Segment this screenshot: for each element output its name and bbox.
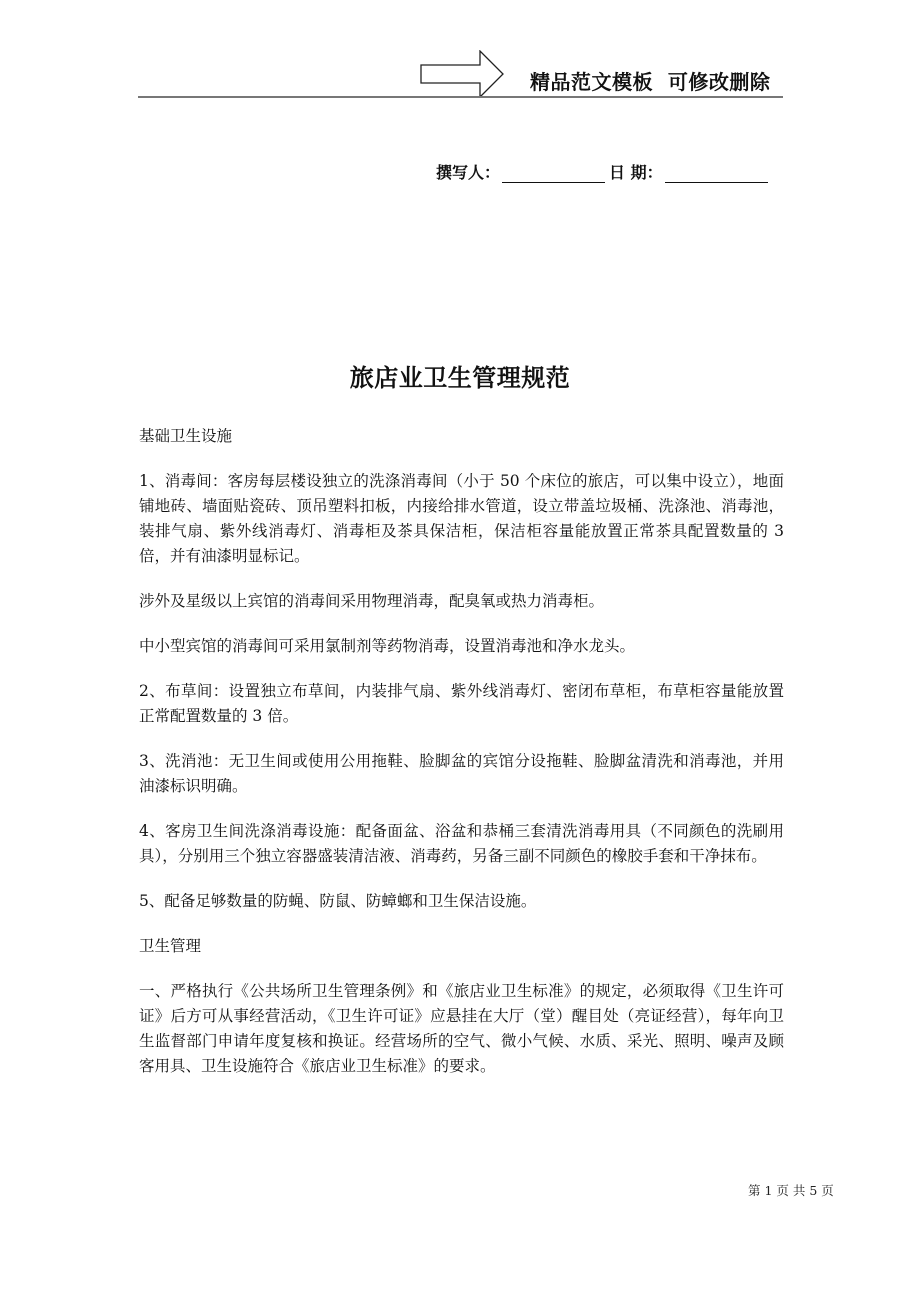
page-indicator: 第 1 页 共 5 页 (748, 1183, 834, 1198)
paragraph-wash-basin: 3、洗消池：无卫生间或使用公用拖鞋、脸脚盆的宾馆分设拖鞋、脸脚盆清洗和消毒池，并用油漆标识明确。 (139, 752, 784, 795)
author-field[interactable] (502, 164, 605, 183)
section-heading-facilities: 基础卫生设施 (139, 427, 233, 445)
date-field[interactable] (665, 164, 768, 183)
paragraph-linen-room: 2、布草间：设置独立布草间，内装排气扇、紫外线消毒灯、密闭布草柜，布草柜容量能放置正常配置数量的 3 倍。 (139, 682, 784, 725)
paragraph-small-hotels: 中小型宾馆的消毒间可采用氯制剂等药物消毒，设置消毒池和净水龙头。 (139, 637, 636, 655)
date-label: 日 期： (609, 163, 663, 182)
header-title: 精品范文模板 可修改删除 (530, 70, 771, 94)
document-body (139, 424, 784, 1099)
right-arrow-icon (420, 50, 504, 98)
author-date-line (436, 160, 770, 183)
paragraph-regulations: 一、严格执行《公共场所卫生管理条例》和《旅店业卫生标准》的规定，必须取得《卫生许可证》后方可从事经营活动，《卫生许可证》应悬挂在大厅（堂）醒目处（亮证经营），每年向卫生监督部门申请年度复核和换证。经营场所的空气、微小气候、水质、采光、照明、噪声及顾客用具、卫生设施符合《旅店业卫生标准》的要求。 (139, 982, 784, 1075)
header-divider (138, 96, 783, 98)
paragraph-disinfection-room: 1、消毒间：客房每层楼设独立的洗涤消毒间（小于 50 个床位的旅店，可以集中设立），地面铺地砖、墙面贴瓷砖、顶吊塑料扣板，内接给排水管道，设立带盖垃圾桶、洗涤池、消毒池，装排气扇、紫外线消毒灯、消毒柜及茶具保洁柜，保洁柜容量能放置正常茶具配置数量的 3 倍，并有油漆明显标记。 (139, 472, 784, 565)
author-label: 撰写人： (436, 163, 501, 182)
paragraph-pest-control: 5、配备足够数量的防蝇、防鼠、防蟑螂和卫生保洁设施。 (139, 892, 537, 910)
document-title: 旅店业卫生管理规范 (349, 364, 571, 392)
paragraph-foreign-hotels: 涉外及星级以上宾馆的消毒间采用物理消毒，配臭氧或热力消毒柜。 (139, 592, 605, 610)
paragraph-bathroom-facilities: 4、客房卫生间洗涤消毒设施：配备面盆、浴盆和恭桶三套清洗消毒用具（不同颜色的洗刷用具），分别用三个独立容器盛装清洁液、消毒药，另备三副不同颜色的橡胶手套和干净抹布。 (139, 822, 784, 865)
section-heading-management: 卫生管理 (139, 937, 202, 955)
